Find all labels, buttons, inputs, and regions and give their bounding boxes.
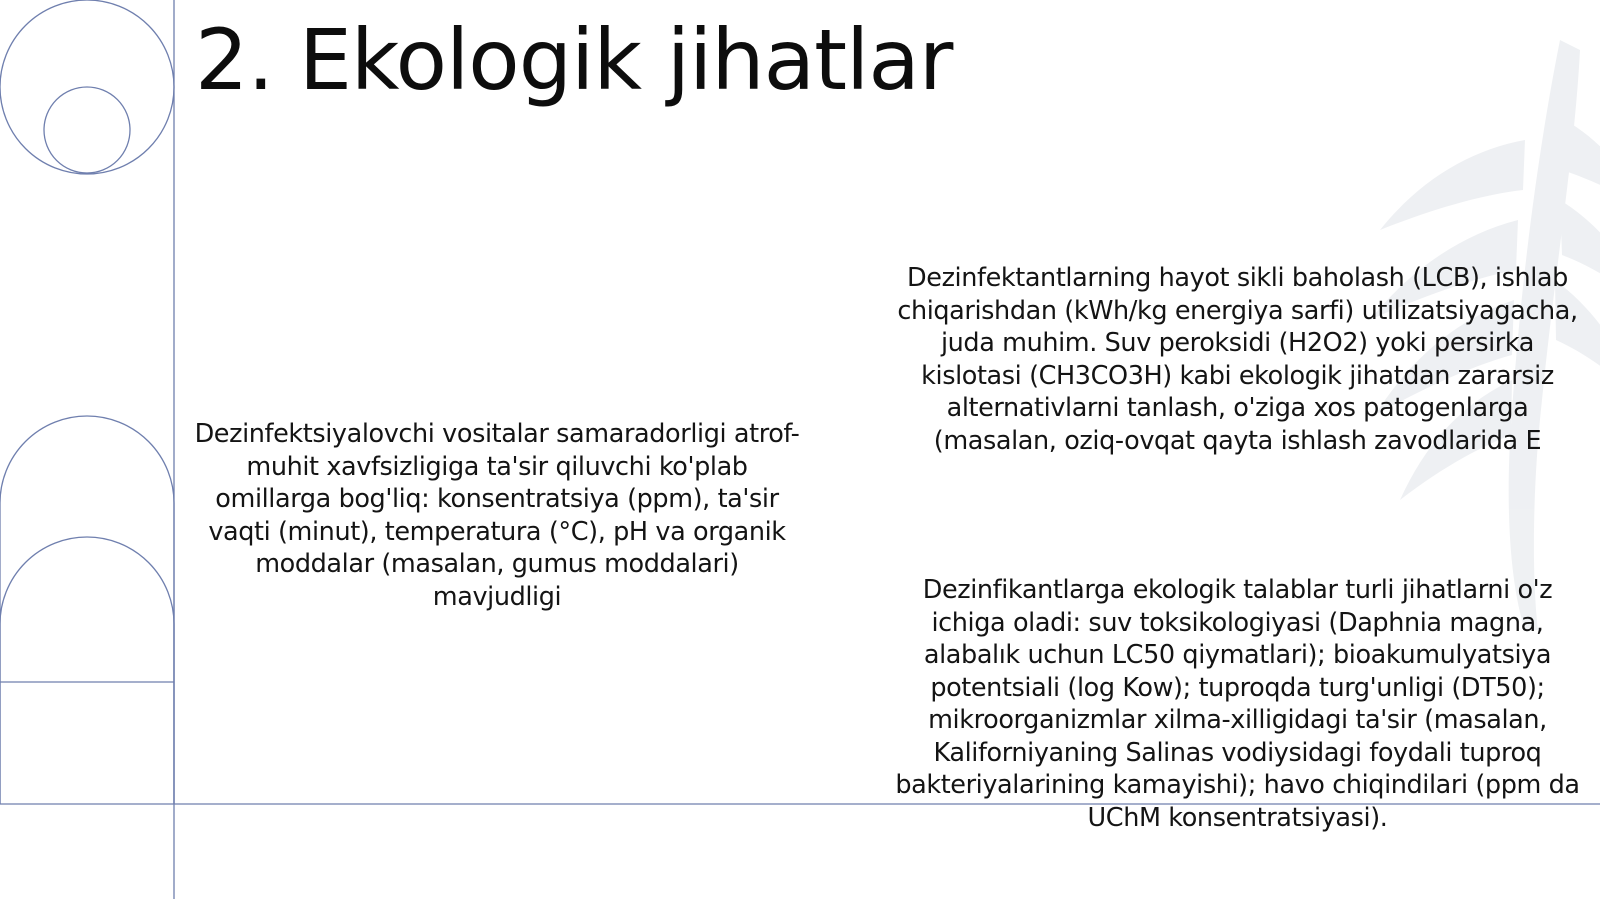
left-paragraph: Dezinfektsiyalovchi vositalar samaradorligi atrof-muhit xavfsizligiga ta'sir qiluvchi ko'plab omillarga bog'liq: konsentratsiya (ppm), ta'sir vaqti (minut), temperatura (°C), pH va organik moddalar (masalan, gumus moddalari) mavjudligi (194, 419, 800, 612)
right-top-paragraph: Dezinfektantlarning hayot sikli baholash (LCB), ishlab chiqarishdan (kWh/kg energiya sarfi) utilizatsiyagacha, juda muhim. Suv peroksidi (H2O2) yoki persirka kislotasi (CH3CO3H) kabi ekologik jihatdan zararsiz alternativlarni tanlash, o'ziga xos patogenlarga (masalan, oziq-ovqat qayta ishlash zavodlarida E (897, 263, 1578, 456)
inner-arch-shape (0, 537, 174, 804)
slide-title: 2. Ekologik jihatlar (195, 11, 953, 109)
outer-arch-shape (0, 416, 174, 804)
small-circle-shape (44, 87, 130, 173)
right-bottom-paragraph: Dezinfikantlarga ekologik talablar turli jihatlarni o'z ichiga oladi: suv toksikologiyasi (Daphnia magna, alabalık uchun LC50 qiymatlari); bioakumulyatsiya potentsiali (log Kow); tuproqda turg'unligi (DT50); mikroorganizmlar xilma-xilligidagi ta'sir (masalan, Kaliforniyaning Salinas vodiysidagi foydali tuproq bakteriyalarining kamayishi); havo chiqindilari (ppm da UChM konsentratsiyasi). (895, 575, 1580, 833)
